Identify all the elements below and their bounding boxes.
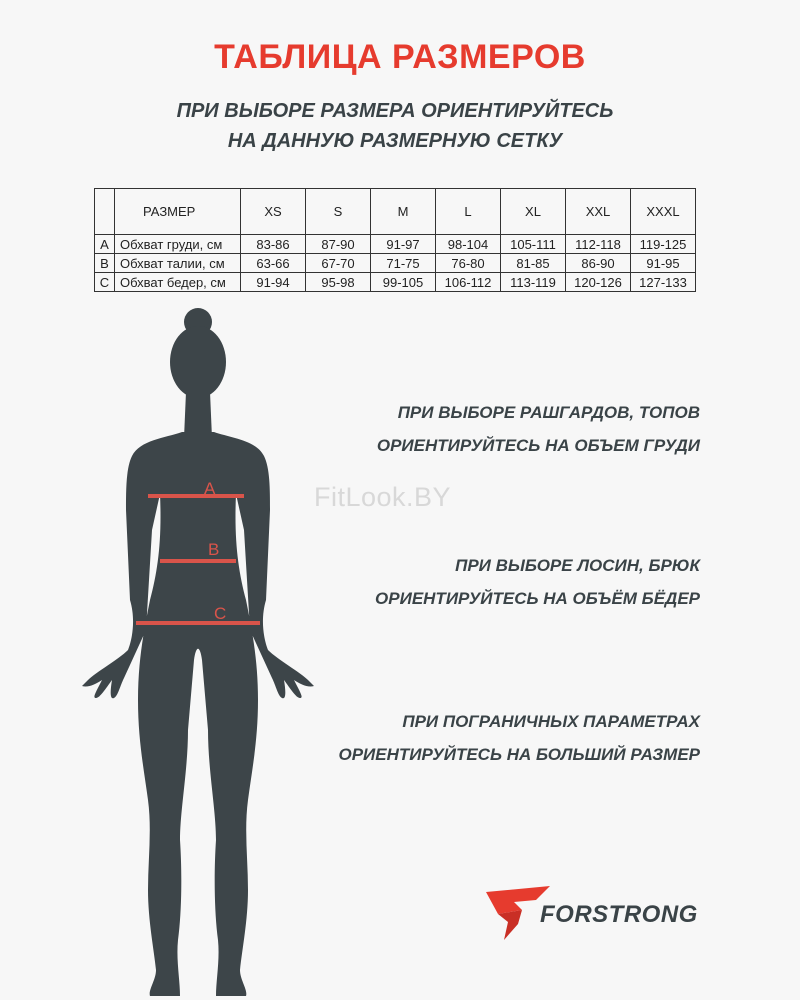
watermark: FitLook.BY: [314, 482, 452, 512]
size-header: XXXL: [631, 189, 696, 235]
size-header: S: [306, 189, 371, 235]
header-size-label: РАЗМЕР: [115, 189, 241, 235]
note-borderline: [280, 705, 700, 771]
subtitle-line-2: НА ДАННУЮ РАЗМЕРНУЮ СЕТКУ: [227, 130, 563, 152]
table-cell: 112-118: [566, 235, 631, 254]
table-row: [95, 254, 696, 273]
table-cell: 106-112: [436, 273, 501, 292]
subtitle-line-1: ПРИ ВЫБОРЕ РАЗМЕРА ОРИЕНТИРУЙТЕСЬ: [176, 100, 614, 122]
row-letter: B: [95, 254, 115, 273]
table-cell: 81-85: [501, 254, 566, 273]
note-borderline-line-1: ПРИ ПОГРАНИЧНЫХ ПАРАМЕТРАХ: [402, 712, 700, 731]
row-param: Обхват талии, см: [115, 254, 241, 273]
table-row: [95, 235, 696, 254]
brand-name: FORSTRONG: [540, 901, 698, 928]
label-a: A: [204, 479, 216, 498]
note-hips: [300, 549, 700, 615]
table-cell: 91-97: [371, 235, 436, 254]
table-cell: 127-133: [631, 273, 696, 292]
label-c: C: [214, 604, 227, 623]
table-cell: 71-75: [371, 254, 436, 273]
table-cell: 113-119: [501, 273, 566, 292]
note-hips-line-1: ПРИ ВЫБОРЕ ЛОСИН, БРЮК: [455, 556, 700, 575]
table-cell: 83-86: [241, 235, 306, 254]
table-cell: 67-70: [306, 254, 371, 273]
row-param: Обхват груди, см: [115, 235, 241, 254]
row-param: Обхват бедер, см: [115, 273, 241, 292]
table-cell: 99-105: [371, 273, 436, 292]
row-letter: C: [95, 273, 115, 292]
size-header: XXL: [566, 189, 631, 235]
note-hips-line-2: ОРИЕНТИРУЙТЕСЬ НА ОБЪЁМ БЁДЕР: [375, 589, 700, 608]
row-letter: A: [95, 235, 115, 254]
header-letter-cell: [95, 189, 115, 235]
table-cell: 63-66: [241, 254, 306, 273]
table-row: [95, 273, 696, 292]
size-header: M: [371, 189, 436, 235]
silhouette-shape: [82, 308, 314, 996]
table-cell: 76-80: [436, 254, 501, 273]
table-cell: 91-95: [631, 254, 696, 273]
size-header: L: [436, 189, 501, 235]
size-header: XS: [241, 189, 306, 235]
note-chest-line-2: ОРИЕНТИРУЙТЕСЬ НА ОБЪЕМ ГРУДИ: [376, 436, 700, 455]
table-cell: 86-90: [566, 254, 631, 273]
table-cell: 119-125: [631, 235, 696, 254]
table-cell: 105-111: [501, 235, 566, 254]
table-cell: 87-90: [306, 235, 371, 254]
subtitle: [0, 96, 790, 156]
table-cell: 120-126: [566, 273, 631, 292]
table-cell: 91-94: [241, 273, 306, 292]
label-b: B: [208, 540, 220, 559]
table-cell: 98-104: [436, 235, 501, 254]
note-chest: [300, 396, 700, 462]
page-title: ТАБЛИЦА РАЗМЕРОВ: [214, 38, 586, 76]
note-chest-line-1: ПРИ ВЫБОРЕ РАШГАРДОВ, ТОПОВ: [397, 403, 700, 422]
body-silhouette: [70, 300, 330, 1000]
table-header-row: [95, 189, 696, 235]
table-cell: 95-98: [306, 273, 371, 292]
note-borderline-line-2: ОРИЕНТИРУЙТЕСЬ НА БОЛЬШИЙ РАЗМЕР: [338, 745, 700, 764]
size-header: XL: [501, 189, 566, 235]
size-table: [94, 188, 696, 292]
